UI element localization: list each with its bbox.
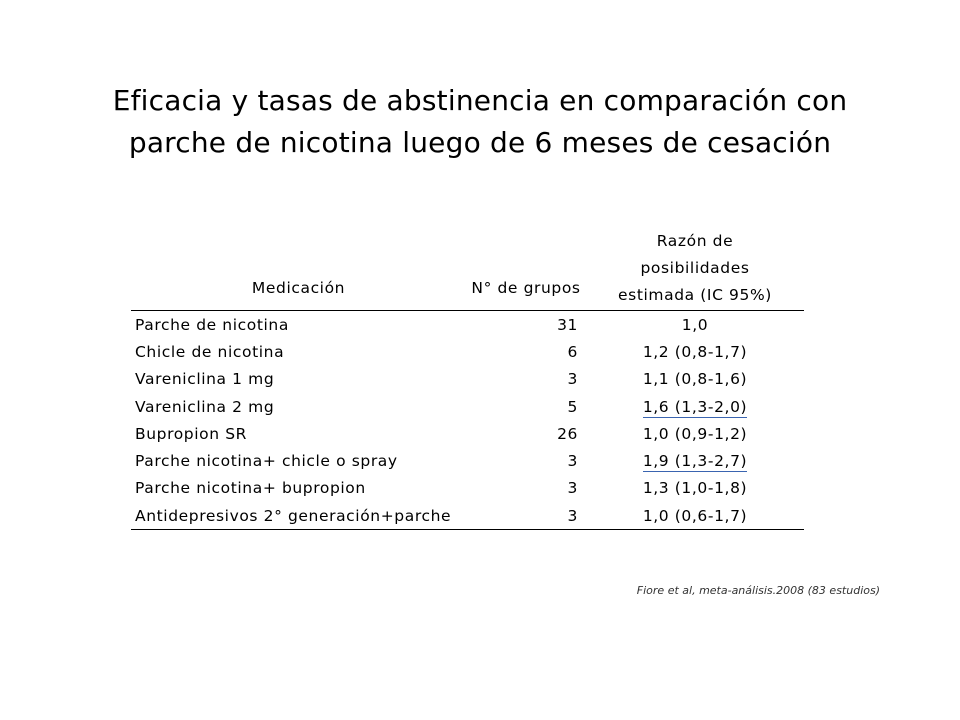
title-line-2: parche de nicotina luego de 6 meses de cesación	[128, 126, 832, 159]
cell-odds-ratio	[586, 366, 804, 393]
cell-groups: 31	[557, 315, 578, 334]
slide-title	[40, 80, 920, 164]
table-row	[131, 475, 804, 502]
cell-odds-ratio	[586, 311, 804, 339]
table-body	[131, 311, 804, 530]
efficacy-table	[131, 228, 804, 530]
odds-ratio-value: 1,2 (0,8-1,7)	[642, 342, 748, 361]
cell-odds-ratio	[586, 447, 804, 474]
cell-groups: 3	[567, 479, 578, 498]
table-row	[131, 338, 804, 365]
odds-ratio-value: 1,0 (0,9-1,2)	[642, 424, 748, 443]
cell-groups: 6	[567, 342, 578, 361]
cell-odds-ratio	[586, 475, 804, 502]
cell-medication: Chicle de nicotina	[135, 342, 285, 361]
cell-groups: 3	[567, 370, 578, 389]
cell-groups: 26	[557, 424, 578, 443]
table-row	[131, 311, 804, 339]
header-odds-line-3: estimada (IC 95%)	[618, 286, 772, 304]
odds-ratio-value: 1,1 (0,8-1,6)	[642, 370, 748, 389]
header-odds-line-2: posibilidades	[640, 259, 750, 277]
cell-medication: Parche nicotina+ chicle o spray	[135, 452, 398, 471]
cell-odds-ratio	[586, 502, 804, 530]
table-row	[131, 393, 804, 420]
header-odds-ratio	[586, 228, 804, 311]
cell-odds-ratio	[586, 393, 804, 420]
cell-medication: Parche de nicotina	[135, 315, 289, 334]
citation-footnote: Fiore et al, meta-análisis.2008 (83 estudios)	[636, 584, 880, 597]
table-row	[131, 366, 804, 393]
header-groups: N° de grupos	[471, 279, 581, 297]
cell-groups: 3	[567, 506, 578, 525]
odds-ratio-value: 1,3 (1,0-1,8)	[642, 479, 748, 498]
cell-medication: Vareniclina 1 mg	[135, 370, 275, 389]
odds-ratio-value: 1,6 (1,3-2,0)	[642, 397, 748, 416]
cell-medication: Vareniclina 2 mg	[135, 397, 275, 416]
cell-medication: Antidepresivos 2° generación+parche	[135, 506, 452, 525]
cell-medication: Parche nicotina+ bupropion	[135, 479, 366, 498]
title-line-1: Eficacia y tasas de abstinencia en comparación con	[112, 84, 848, 117]
odds-ratio-value: 1,9 (1,3-2,7)	[642, 452, 748, 471]
header-medication: Medicación	[251, 279, 346, 297]
odds-ratio-value: 1,0	[681, 315, 709, 334]
cell-groups: 3	[567, 452, 578, 471]
table-row	[131, 447, 804, 474]
table-header-row	[131, 228, 804, 311]
cell-odds-ratio	[586, 420, 804, 447]
cell-groups: 5	[567, 397, 578, 416]
table-row	[131, 420, 804, 447]
cell-medication: Bupropion SR	[135, 424, 247, 443]
odds-ratio-value: 1,0 (0,6-1,7)	[642, 506, 748, 525]
header-odds-line-1: Razón de	[656, 232, 734, 250]
cell-odds-ratio	[586, 338, 804, 365]
table-row	[131, 502, 804, 530]
